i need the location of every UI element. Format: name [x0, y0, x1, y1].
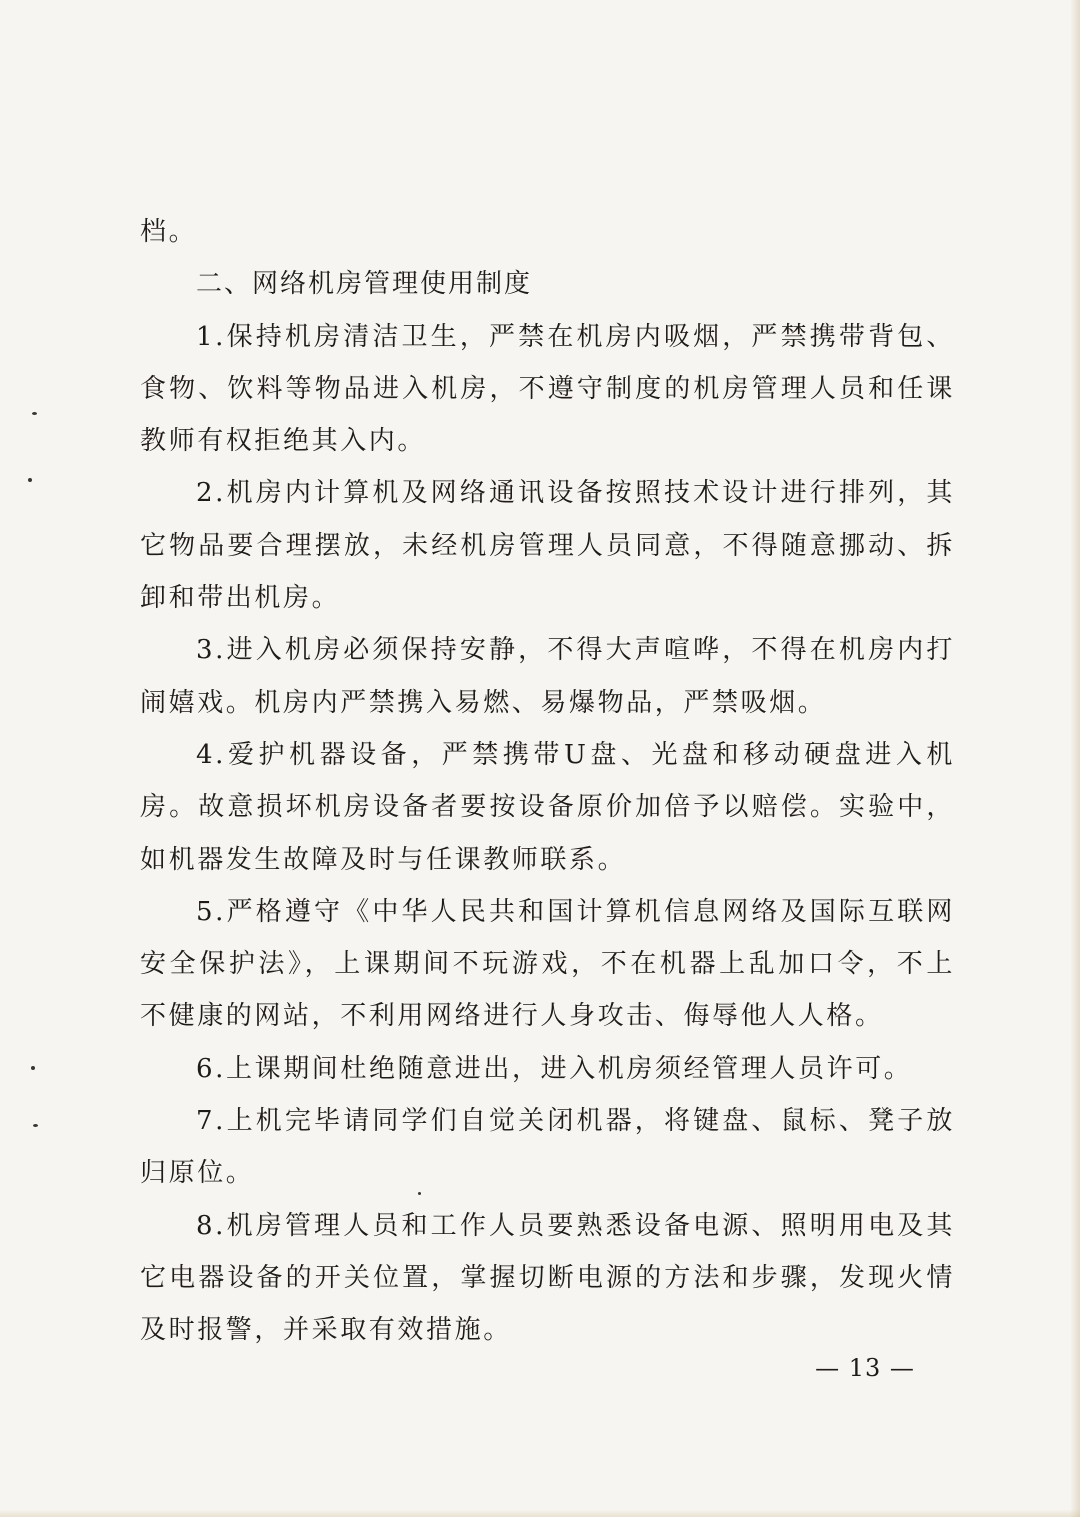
scan-speck: [28, 478, 32, 482]
rule-2: 2.机房内计算机及网络通讯设备按照技术设计进行排列，其它物品要合理摆放，未经机房管理人员同意，不得随意挪动、拆卸和带出机房。: [140, 478, 955, 614]
rule-6: 6.上课期间杜绝随意进出，进入机房须经管理人员许可。: [196, 1053, 913, 1084]
rule-5: 5.严格遵守《中华人民共和国计算机信息网络及国际互联网安全保护法》，上课期间不玩游戏，不在机器上乱加口令，不上不健康的网站，不利用网络进行人身攻击、侮辱他人人格。: [140, 896, 955, 1032]
document-body: [140, 206, 955, 1357]
page-bottom-shadow: [0, 1509, 1080, 1517]
rule-7: 7.上机完毕请同学们自觉关闭机器，将键盘、鼠标、凳子放归原位。: [140, 1106, 955, 1189]
rule-3: 3.进入机房必须保持安静，不得大声喧哗，不得在机房内打闹嬉戏。机房内严禁携入易燃、易爆物品，严禁吸烟。: [140, 635, 955, 718]
scan-speck: [32, 412, 37, 415]
scan-speck: [33, 1124, 38, 1127]
continuation-text: 档。: [140, 217, 198, 247]
page-edge-shadow: [1070, 0, 1080, 1517]
rule-1: 1.保持机房清洁卫生，严禁在机房内吸烟，严禁携带背包、食物、饮料等物品进入机房，不遵守制度的机房管理人员和任课教师有权拒绝其入内。: [140, 321, 955, 457]
section-heading: 二、网络机房管理使用制度: [196, 269, 533, 300]
page-number: — 13 —: [815, 1354, 915, 1382]
scan-speck: [31, 1066, 35, 1070]
rule-8: 8.机房管理人员和工作人员要熟悉设备电源、照明用电及其它电器设备的开关位置，掌握切断电源的方法和步骤，发现火情及时报警，并采取有效措施。: [140, 1210, 955, 1346]
rule-4: 4.爱护机器设备，严禁携带U盘、光盘和移动硬盘进入机房。故意损坏机房设备者要按设备原价加倍予以赔偿。实验中，如机器发生故障及时与任课教师联系。: [140, 739, 955, 875]
